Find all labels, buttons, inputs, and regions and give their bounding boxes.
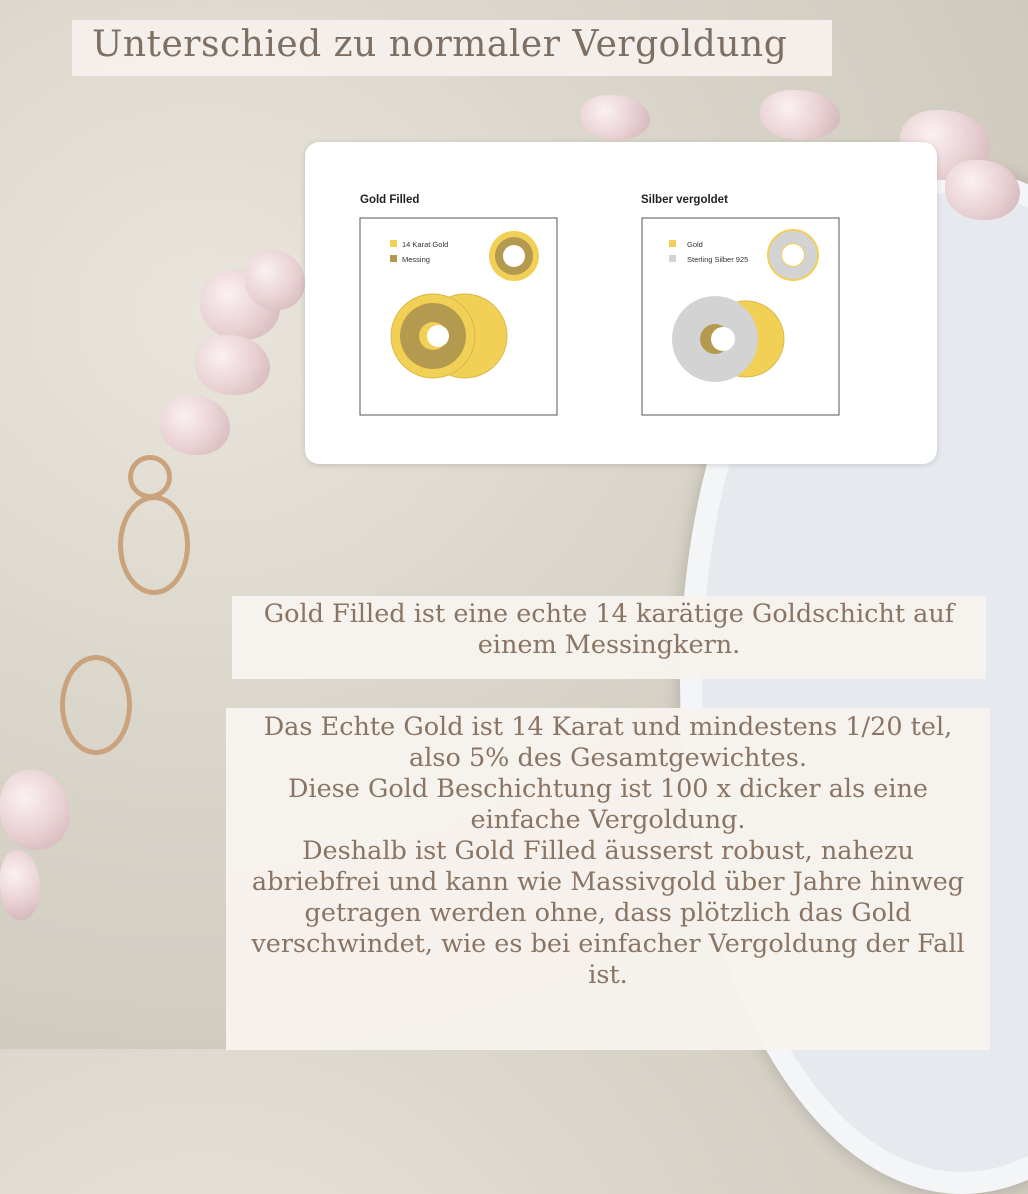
- text-line: ist.: [588, 960, 628, 990]
- text-line: verschwindet, wie es bei einfacher Vergoldung der Fall: [251, 929, 965, 959]
- legend-label-silver: Sterling Silber 925: [687, 255, 749, 264]
- comparison-diagram: [305, 142, 937, 464]
- small-ring-hole: [503, 245, 525, 267]
- paragraph-gold-filled-intro: [232, 596, 986, 679]
- legend-swatch-silver: [669, 255, 676, 262]
- legend-swatch-gold: [390, 240, 397, 247]
- page-title: Unterschied zu normaler Vergoldung: [92, 24, 788, 65]
- lobster-clasp: [118, 495, 190, 595]
- text-line: Das Echte Gold ist 14 Karat und mindestens 1/20 tel,: [263, 712, 953, 742]
- rose-quartz-stone: [760, 90, 840, 140]
- clasp-ring: [128, 455, 172, 499]
- text-line: Diese Gold Beschichtung ist 100 x dicker als eine: [287, 774, 929, 804]
- text-line: also 5% des Gesamtgewichtes.: [409, 743, 807, 773]
- rose-quartz-stone: [580, 95, 650, 140]
- left-panel-title: Gold Filled: [360, 194, 420, 206]
- legend-swatch-gold: [669, 240, 676, 247]
- rose-quartz-stone: [245, 250, 305, 310]
- rose-quartz-stone: [945, 160, 1020, 220]
- text-line: abriebfrei und kann wie Massivgold über Jahre hinweg: [251, 867, 965, 897]
- legend-swatch-brass: [390, 255, 397, 262]
- big-ring-hole: [427, 325, 449, 347]
- text-line: Deshalb ist Gold Filled äusserst robust, nahezu: [302, 836, 914, 866]
- title-banner: [72, 20, 832, 76]
- right-panel-title: Silber vergoldet: [641, 194, 728, 206]
- text-line: Gold Filled ist eine echte 14 karätige Goldschicht auf: [263, 599, 955, 629]
- legend-label-brass: Messing: [402, 255, 430, 264]
- text-line: getragen werden ohne, dass plötzlich das Gold: [304, 898, 912, 928]
- rose-quartz-stone: [0, 850, 40, 920]
- text-line: einfache Vergoldung.: [470, 805, 746, 835]
- small-ring-hole: [782, 244, 804, 266]
- text-line: einem Messingkern.: [477, 630, 741, 660]
- rose-quartz-stone: [160, 395, 230, 455]
- paragraph-gold-filled-details: [226, 708, 990, 1050]
- rose-quartz-stone: [195, 335, 270, 395]
- comparison-diagram-card: [305, 142, 937, 464]
- legend-label-gold: Gold: [687, 240, 703, 249]
- big-ring-hole: [711, 327, 735, 351]
- jump-ring: [60, 655, 132, 755]
- rose-quartz-stone: [0, 770, 70, 850]
- legend-label-14k-gold: 14 Karat Gold: [402, 240, 449, 249]
